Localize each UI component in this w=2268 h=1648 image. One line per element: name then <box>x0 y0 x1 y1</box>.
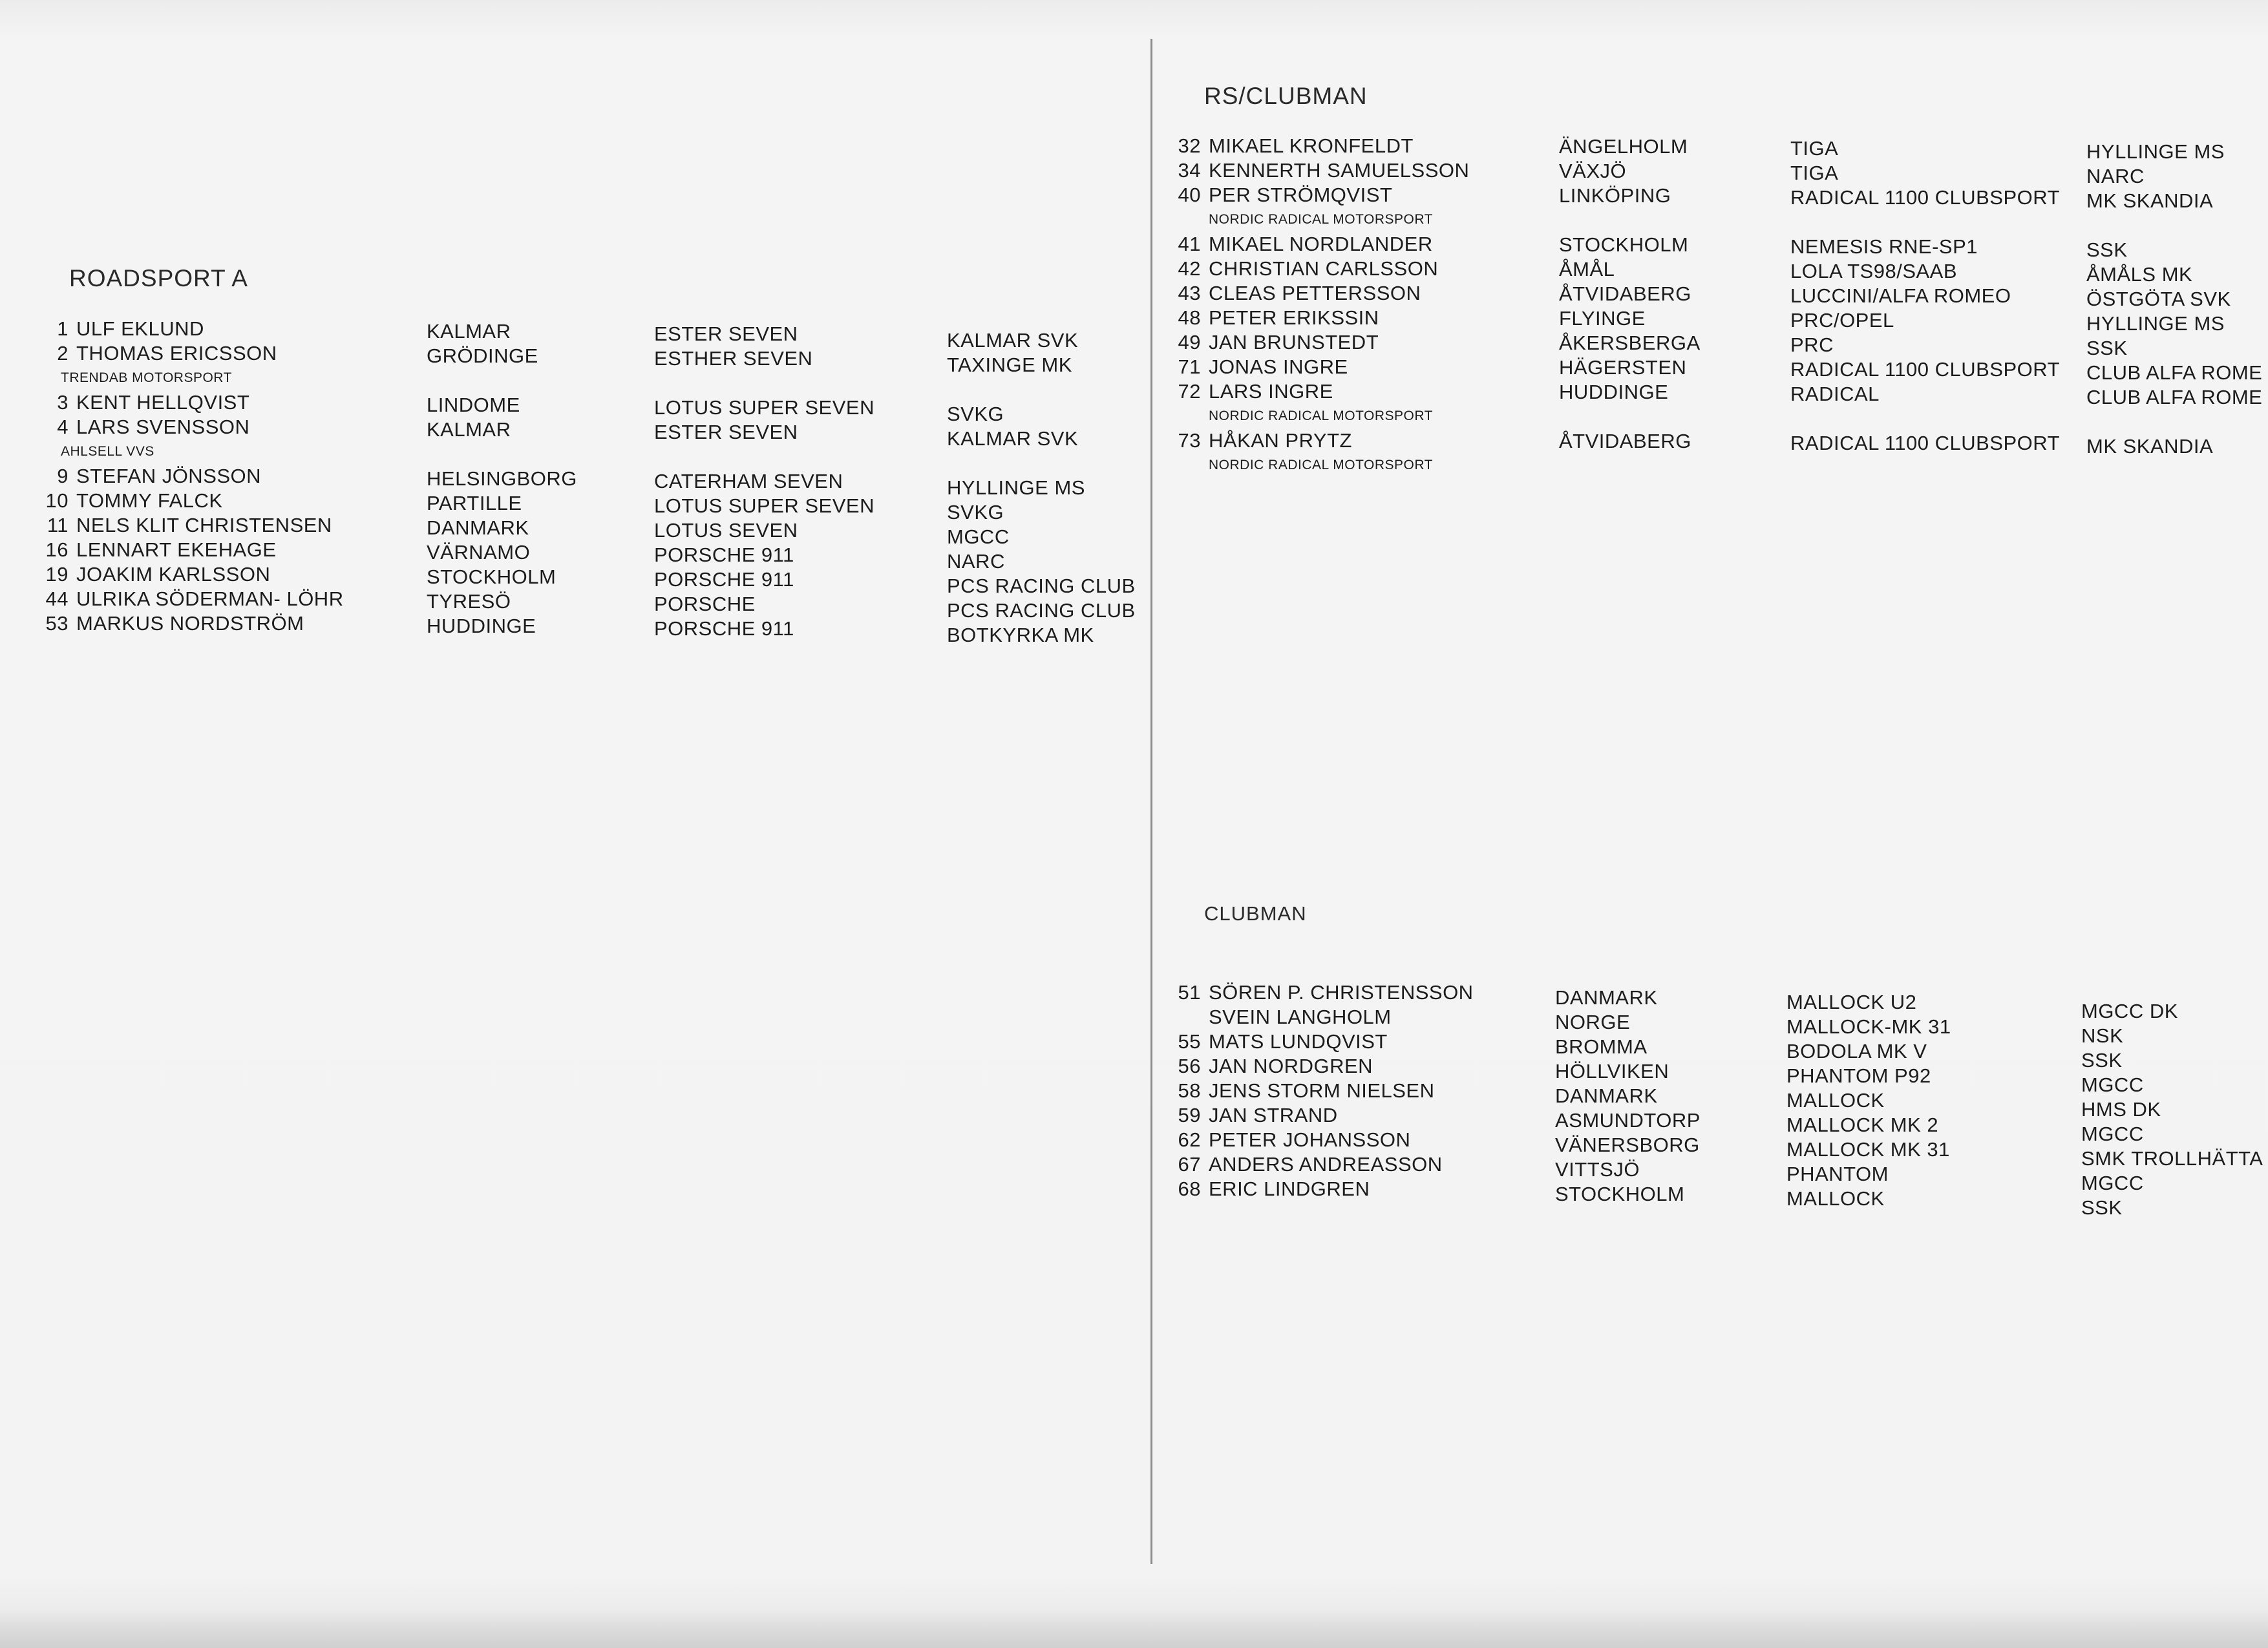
spacer <box>947 377 1136 402</box>
city: HELSINGBORG <box>427 467 577 490</box>
roadsport-a-club-column <box>947 328 1136 648</box>
driver-name: JONAS INGRE <box>1209 355 1348 378</box>
car: MALLOCK <box>1786 1089 1885 1112</box>
start-number: 62 <box>1178 1128 1201 1151</box>
spacer <box>654 371 874 396</box>
city: GRÖDINGE <box>427 344 538 367</box>
driver-name: LARS SVENSSON <box>76 416 250 438</box>
city: ÅKERSBERGA <box>1559 332 1701 354</box>
spacer <box>1790 407 2060 431</box>
spacer <box>2086 410 2262 434</box>
start-number: 42 <box>1178 257 1201 280</box>
list-item <box>1172 1030 1474 1054</box>
team-name: NORDIC RADICAL MOTORSPORT <box>1209 408 1433 423</box>
city: KALMAR <box>427 418 511 441</box>
club: NARC <box>947 550 1005 573</box>
driver-name: SVEIN LANGHOLM <box>1209 1006 1392 1028</box>
driver-name: MIKAEL KRONFELDT <box>1209 134 1414 157</box>
list-item <box>39 538 344 562</box>
city: HÖLLVIKEN <box>1555 1060 1669 1083</box>
list-item <box>1172 428 1469 453</box>
list-item <box>39 587 344 611</box>
start-number: 53 <box>45 612 69 635</box>
city: ASMUNDTORP <box>1555 1109 1701 1132</box>
city: ÅTVIDABERG <box>1559 430 1691 452</box>
list-item <box>1172 134 1469 158</box>
city: STOCKHOLM <box>1555 1183 1685 1205</box>
driver-name: ANDERS ANDREASSON <box>1209 1153 1443 1176</box>
list-item <box>1172 1177 1474 1201</box>
club: ÖSTGÖTA SVK <box>2086 288 2231 310</box>
city: VÄXJÖ <box>1559 160 1627 182</box>
list-item <box>1172 1054 1474 1079</box>
club: MGCC <box>2081 1123 2144 1145</box>
driver-name: HÅKAN PRYTZ <box>1209 429 1352 452</box>
club: SSK <box>2086 337 2128 359</box>
car: RADICAL 1100 CLUBSPORT <box>1790 186 2061 209</box>
club: MGCC <box>2081 1172 2144 1194</box>
spacer <box>427 442 577 467</box>
car: MALLOCK MK 31 <box>1786 1138 1950 1161</box>
page-fold-line <box>1150 39 1152 1564</box>
section-title-roadsport-a: ROADSPORT A <box>69 265 248 291</box>
car: LOTUS SEVEN <box>654 519 798 542</box>
city: HUDDINGE <box>1559 381 1669 403</box>
club: ÅMÅLS MK <box>2086 263 2193 286</box>
start-number: 16 <box>45 538 69 561</box>
start-number: 2 <box>57 342 69 364</box>
club: HYLLINGE MS <box>2086 140 2225 163</box>
section-title-rs-clubman: RS/CLUBMAN <box>1204 83 1368 109</box>
club: NSK <box>2081 1024 2124 1047</box>
list-item <box>39 489 344 513</box>
start-number: 49 <box>1178 331 1201 354</box>
list-item <box>39 317 344 341</box>
city: FLYINGE <box>1559 307 1646 330</box>
driver-name: SÖREN P. CHRISTENSSON <box>1209 981 1474 1004</box>
club: PCS RACING CLUB <box>947 575 1136 597</box>
car: TIGA <box>1790 162 1839 184</box>
club: KALMAR SVK <box>947 427 1079 450</box>
start-number: 43 <box>1178 282 1201 304</box>
driver-name: JOAKIM KARLSSON <box>76 563 271 586</box>
list-item <box>39 464 344 489</box>
club: HYLLINGE MS <box>947 476 1085 499</box>
start-number: 59 <box>1178 1104 1201 1126</box>
car: PRC/OPEL <box>1790 309 1894 332</box>
driver-name: KENNERTH SAMUELSSON <box>1209 159 1470 182</box>
car: MALLOCK U2 <box>1786 991 1917 1013</box>
list-item <box>1172 1079 1474 1103</box>
car: PORSCHE 911 <box>654 544 794 566</box>
start-number: 9 <box>57 465 69 487</box>
spacer <box>654 445 874 469</box>
list-item <box>39 390 344 415</box>
club: BOTKYRKA MK <box>947 624 1094 646</box>
club: SVKG <box>947 501 1004 523</box>
start-number: 48 <box>1178 306 1201 329</box>
team-name: NORDIC RADICAL MOTORSPORT <box>1209 212 1433 227</box>
club: MGCC <box>2081 1073 2144 1096</box>
start-number: 68 <box>1178 1178 1201 1200</box>
club: MK SKANDIA <box>2086 189 2214 212</box>
club: MGCC <box>947 525 1010 548</box>
driver-name: MIKAEL NORDLANDER <box>1209 233 1433 255</box>
start-number: 67 <box>1178 1153 1201 1176</box>
car: PORSCHE <box>654 593 756 615</box>
car: RADICAL <box>1790 383 1880 405</box>
spacer <box>1790 210 2060 235</box>
car: ESTHER SEVEN <box>654 347 813 370</box>
start-number: 11 <box>47 514 69 536</box>
list-item <box>39 611 344 636</box>
city: PARTILLE <box>427 492 522 514</box>
start-number: 55 <box>1178 1030 1201 1053</box>
spacer <box>947 451 1136 476</box>
start-number: 56 <box>1178 1055 1201 1077</box>
driver-name: PER STRÖMQVIST <box>1209 184 1393 206</box>
city: STOCKHOLM <box>1559 233 1689 256</box>
team-name: AHLSELL VVS <box>61 444 154 459</box>
list-item <box>1172 1128 1474 1152</box>
city: VITTSJÖ <box>1555 1158 1640 1181</box>
list-item <box>1172 980 1474 1005</box>
list-item <box>1172 379 1469 404</box>
team-name: TRENDAB MOTORSPORT <box>61 370 232 385</box>
clubman-city-column <box>1555 986 1701 1207</box>
city: LINKÖPING <box>1559 184 1671 207</box>
city: NORGE <box>1555 1011 1631 1033</box>
city: DANMARK <box>427 516 529 539</box>
start-number: 44 <box>45 587 69 610</box>
list-item <box>1172 355 1469 379</box>
club: SMK TROLLHÄTTA <box>2081 1147 2263 1170</box>
start-number: 1 <box>57 317 69 340</box>
driver-name: ULRIKA SÖDERMAN- LÖHR <box>76 587 344 610</box>
driver-name: STEFAN JÖNSSON <box>76 465 262 487</box>
city: ÄNGELHOLM <box>1559 135 1688 158</box>
car: LOTUS SUPER SEVEN <box>654 494 874 517</box>
city: DANMARK <box>1555 986 1658 1009</box>
list-item <box>39 341 344 366</box>
city: HÄGERSTEN <box>1559 356 1687 379</box>
start-number: 41 <box>1178 233 1201 255</box>
city: BROMMA <box>1555 1035 1648 1058</box>
car: LUCCINI/ALFA ROMEO <box>1790 284 2011 307</box>
start-number: 51 <box>1178 981 1201 1004</box>
driver-name: MARKUS NORDSTRÖM <box>76 612 304 635</box>
list-item <box>39 562 344 587</box>
list-item <box>1172 257 1469 281</box>
list-item <box>1172 306 1469 330</box>
club: KALMAR SVK <box>947 329 1079 352</box>
club: MGCC DK <box>2081 1000 2178 1022</box>
rs-clubman-city-column <box>1559 134 1701 454</box>
driver-name: CLEAS PETTERSSON <box>1209 282 1421 304</box>
list-item <box>1172 232 1469 257</box>
city: STOCKHOLM <box>427 565 556 588</box>
clubman-driver-column <box>1172 980 1474 1201</box>
spacer <box>1559 405 1701 429</box>
section-title-clubman: CLUBMAN <box>1204 902 1307 925</box>
car: PHANTOM P92 <box>1786 1064 1931 1087</box>
city: LINDOME <box>427 394 520 416</box>
driver-name: JENS STORM NIELSEN <box>1209 1079 1435 1102</box>
driver-name: THOMAS ERICSSON <box>76 342 277 364</box>
clubman-club-column <box>2081 999 2263 1220</box>
car: CATERHAM SEVEN <box>654 470 843 492</box>
driver-name: JAN STRAND <box>1209 1104 1338 1126</box>
car: MALLOCK MK 2 <box>1786 1114 1939 1136</box>
car: LOLA TS98/SAAB <box>1790 260 1958 282</box>
driver-name: ULF EKLUND <box>76 317 204 340</box>
club: CLUB ALFA ROME <box>2086 361 2263 384</box>
spacer <box>427 368 577 393</box>
driver-name: TOMMY FALCK <box>76 489 223 512</box>
city: HUDDINGE <box>427 615 536 637</box>
car: BODOLA MK V <box>1786 1040 1927 1062</box>
list-item <box>1172 1005 1474 1030</box>
car: TIGA <box>1790 137 1839 160</box>
driver-name: LARS INGRE <box>1209 380 1333 403</box>
start-number: 19 <box>45 563 69 586</box>
driver-name: ERIC LINDGREN <box>1209 1178 1370 1200</box>
car: ESTER SEVEN <box>654 421 798 443</box>
car: NEMESIS RNE-SP1 <box>1790 235 1978 258</box>
list-item <box>1172 330 1469 355</box>
start-number: 3 <box>57 391 69 414</box>
driver-name: JAN BRUNSTEDT <box>1209 331 1379 354</box>
team-name: NORDIC RADICAL MOTORSPORT <box>1209 458 1433 472</box>
list-item <box>1172 1103 1474 1128</box>
roadsport-a-driver-column <box>39 317 344 636</box>
driver-name: NELS KLIT CHRISTENSEN <box>76 514 332 536</box>
driver-name: PETER JOHANSSON <box>1209 1128 1411 1151</box>
roadsport-a-car-column <box>654 322 874 641</box>
car: ESTER SEVEN <box>654 322 798 345</box>
city: VÄNERSBORG <box>1555 1134 1700 1156</box>
start-number: 73 <box>1178 429 1201 452</box>
driver-name: JAN NORDGREN <box>1209 1055 1373 1077</box>
list-item <box>1172 158 1469 183</box>
club: PCS RACING CLUB <box>947 599 1136 622</box>
start-number: 34 <box>1178 159 1201 182</box>
start-number: 71 <box>1178 355 1201 378</box>
club: TAXINGE MK <box>947 354 1072 376</box>
list-item <box>1172 281 1469 306</box>
city: ÅTVIDABERG <box>1559 282 1691 305</box>
driver-name: PETER ERIKSSIN <box>1209 306 1379 329</box>
car: PORSCHE 911 <box>654 568 794 591</box>
club: SSK <box>2086 238 2128 261</box>
city: VÄRNAMO <box>427 541 531 564</box>
start-number: 10 <box>45 489 69 512</box>
car: PORSCHE 911 <box>654 617 794 640</box>
rs-clubman-driver-column <box>1172 134 1469 478</box>
city: DANMARK <box>1555 1084 1658 1107</box>
city: TYRESÖ <box>427 590 511 613</box>
club: SSK <box>2081 1049 2123 1072</box>
car: PHANTOM <box>1786 1163 1889 1185</box>
spacer <box>2086 213 2262 238</box>
club: CLUB ALFA ROME <box>2086 386 2263 408</box>
club: HYLLINGE MS <box>2086 312 2225 335</box>
city: ÅMÅL <box>1559 258 1615 280</box>
car: RADICAL 1100 CLUBSPORT <box>1790 358 2061 381</box>
spacer <box>1559 208 1701 233</box>
car: LOTUS SUPER SEVEN <box>654 396 874 419</box>
city: KALMAR <box>427 320 511 343</box>
driver-name: KENT HELLQVIST <box>76 391 250 414</box>
driver-name: LENNART EKEHAGE <box>76 538 277 561</box>
roadsport-a-city-column <box>427 319 577 639</box>
scan-edge-shadow <box>0 1609 2268 1648</box>
car: RADICAL 1100 CLUBSPORT <box>1790 432 2061 454</box>
clubman-car-column <box>1786 990 1951 1211</box>
start-number: 72 <box>1178 380 1201 403</box>
club: NARC <box>2086 165 2145 187</box>
car: MALLOCK-MK 31 <box>1786 1015 1951 1038</box>
club: SVKG <box>947 403 1004 425</box>
club: HMS DK <box>2081 1098 2161 1121</box>
car: MALLOCK <box>1786 1187 1885 1210</box>
list-item <box>1172 183 1469 207</box>
club: SSK <box>2081 1196 2123 1219</box>
start-number: 4 <box>57 416 69 438</box>
list-item <box>39 513 344 538</box>
list-item <box>1172 1152 1474 1177</box>
driver-name: MATS LUNDQVIST <box>1209 1030 1388 1053</box>
car: PRC <box>1790 333 1834 356</box>
rs-clubman-club-column <box>2086 140 2262 459</box>
club: MK SKANDIA <box>2086 435 2214 458</box>
driver-name: CHRISTIAN CARLSSON <box>1209 257 1439 280</box>
start-number: 32 <box>1178 134 1201 157</box>
start-number: 40 <box>1178 184 1201 206</box>
list-item <box>39 415 344 439</box>
start-number: 58 <box>1178 1079 1201 1102</box>
rs-clubman-car-column <box>1790 136 2060 456</box>
